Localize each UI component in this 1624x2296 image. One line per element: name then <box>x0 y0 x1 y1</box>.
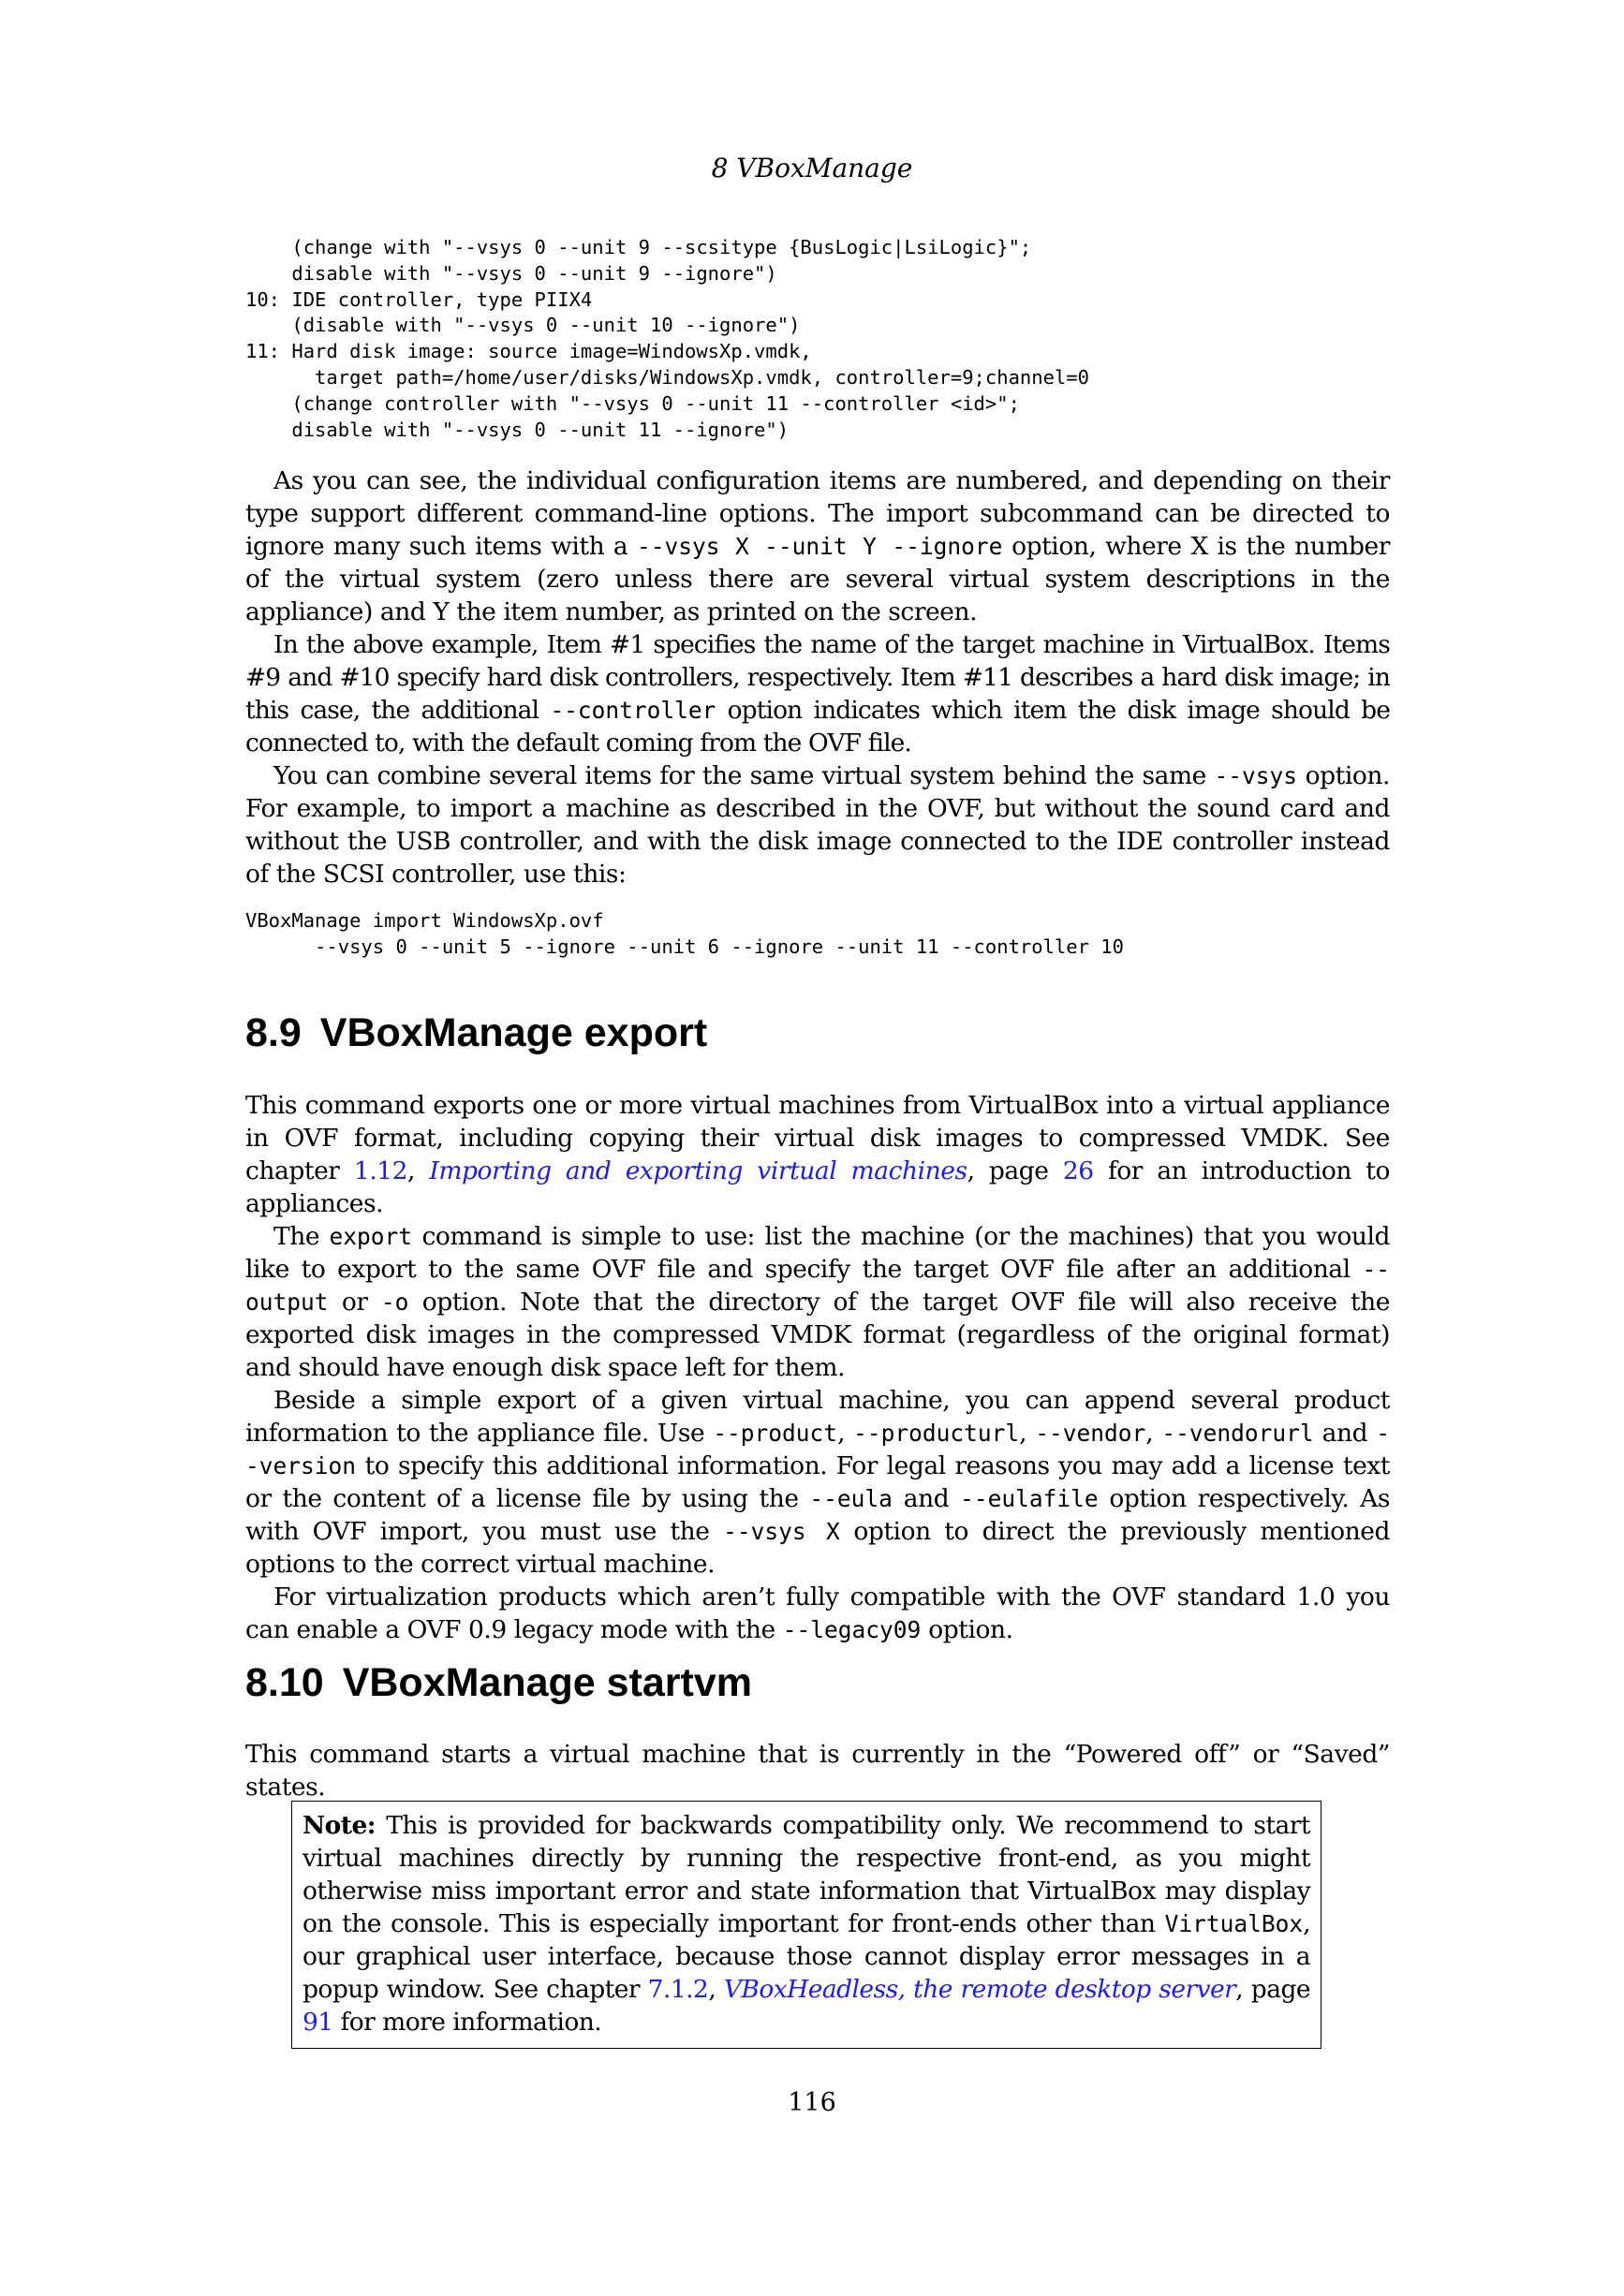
text: or <box>328 1288 381 1317</box>
inline-code: --product <box>713 1420 838 1447</box>
paragraph-export-legacy <box>245 1581 1390 1646</box>
section-number: 8.10 <box>245 1660 324 1705</box>
inline-code: --eulafile <box>960 1485 1099 1512</box>
text: option indicates which item the disk image should be connected to, with the default coming from the OVF file. <box>245 696 1391 758</box>
note-text <box>303 1809 1310 2038</box>
inline-code: --version <box>245 1420 1391 1479</box>
text: option. Note that the directory of the target OVF file will also receive the exported disk images in the compressed VMDK format (regardless of the original format) and should have enough disk space left for them. <box>245 1288 1390 1382</box>
link-chapter[interactable]: 1.12 <box>353 1156 408 1185</box>
text: , <box>837 1419 854 1448</box>
inline-code: -o <box>380 1288 409 1316</box>
text: In the above example, Item #1 specifies the name of the target machine in VirtualBox. Items #9 and #10 specify hard disk controllers, respectively. Item #11 describes a hard disk image; in this case, the additional <box>245 630 1390 725</box>
section-title <box>245 1010 1390 1056</box>
text: , page <box>1235 1975 1310 2004</box>
text: to specify this additional information. For legal reasons you may add a license text or the content of a license file by using the <box>245 1451 1390 1513</box>
inline-code: VirtualBox <box>1164 1910 1304 1937</box>
inline-code: --output <box>245 1256 1390 1316</box>
inline-code: --controller <box>550 697 716 724</box>
paragraph-export-product-info <box>245 1384 1390 1581</box>
text: command is simple to use: list the machine (or the machines) that you would like to export to the same OVF file and specify the target OVF file after an additional <box>245 1222 1390 1284</box>
text: for more information. <box>332 2008 602 2037</box>
inline-code: export <box>329 1223 413 1250</box>
code-block: VBoxManage import WindowsXp.ovf --vsys 0 --unit 5 --ignore --unit 6 --ignore --unit 11 --controller 10 <box>245 909 1124 958</box>
paragraph-items-numbered <box>245 464 1390 628</box>
link-page[interactable]: 26 <box>1062 1156 1094 1185</box>
text: option to direct the previously mentioned options to the correct virtual machine. <box>245 1517 1390 1579</box>
paragraph-startvm: This command starts a virtual machine that is currently in the “Powered off” or “Saved” states. <box>245 1740 1390 1802</box>
text: , <box>1019 1419 1036 1448</box>
link-chapter-title[interactable]: Importing and exporting virtual machines <box>429 1156 967 1185</box>
text: As you can see, the individual configuration items are numbered, and depending on their type support different command-line options. The import subcommand can be directed to ignore many such items with a <box>245 466 1390 561</box>
note-box <box>291 1801 1321 2049</box>
inline-code: --producturl <box>853 1420 1020 1447</box>
section-heading-export <box>245 1010 1390 1056</box>
paragraph-combine-items <box>245 759 1390 890</box>
text: The <box>273 1222 330 1251</box>
paragraph-export-intro <box>245 1089 1390 1220</box>
section-name: VBoxManage export <box>319 1010 708 1055</box>
body-text-import <box>245 464 1390 890</box>
paragraph-export-usage <box>245 1220 1390 1384</box>
paragraph-example <box>245 628 1390 759</box>
section-title <box>245 1660 1390 1706</box>
page-number: 116 <box>788 2088 836 2117</box>
text: This is provided for backwards compatibility only. We recommend to start virtual machines directly by running the respective front-end, as you might otherwise miss important error and state information that VirtualBox may display on the console. This is especially important for front-ends other than <box>303 1811 1310 1938</box>
inline-code: --vsys X --unit Y --ignore <box>636 533 1003 560</box>
inline-code: --vsys <box>1214 762 1298 789</box>
text: option. <box>921 1615 1013 1644</box>
inline-code: --vendor <box>1035 1420 1146 1447</box>
text: for an introduction to appliances. <box>245 1156 1391 1218</box>
running-header: 8 VBoxManage <box>711 153 913 184</box>
inline-code: --eula <box>809 1485 893 1512</box>
text: , page <box>967 1156 1063 1185</box>
text: , <box>407 1156 430 1185</box>
code-listing-import-command <box>245 908 1390 961</box>
text: and <box>892 1484 961 1513</box>
link-chapter-title[interactable]: VBoxHeadless, the remote desktop server <box>723 1975 1236 2004</box>
text: option, where X is the number of the virtual system (zero unless there are several virtual system descriptions in the appliance) and Y the item number, as printed on the screen. <box>245 532 1390 626</box>
body-text-export <box>245 1089 1390 1646</box>
link-page[interactable]: 91 <box>303 2008 333 2037</box>
text: , <box>708 1975 724 2004</box>
inline-code: --vendorurl <box>1161 1420 1314 1447</box>
text: option. For example, to import a machine as described in the OVF, but without the sound card and without the USB controller, and with the disk image connected to the IDE controller instead of the SCSI controller, use this: <box>245 761 1390 889</box>
note-label: Note: <box>303 1811 376 1840</box>
section-name: VBoxManage startvm <box>342 1660 753 1705</box>
section-heading-startvm <box>245 1660 1390 1706</box>
code-listing-import-output <box>245 235 1390 443</box>
body-text-startvm <box>245 1738 1390 1803</box>
text: Beside a simple export of a given virtual machine, you can append several product information to the appliance file. Use <box>245 1386 1390 1448</box>
text: and <box>1313 1419 1377 1448</box>
text: , our graphical user interface, because those cannot display error messages in a popup window. See chapter <box>303 1909 1310 2004</box>
section-number: 8.9 <box>245 1010 302 1055</box>
text: This command exports one or more virtual machines from VirtualBox into a virtual appliance in OVF format, including copying their virtual disk images to compressed VMDK. See chapter <box>245 1091 1390 1185</box>
link-chapter[interactable]: 7.1.2 <box>647 1975 709 2004</box>
text: You can combine several items for the same virtual system behind the same <box>273 761 1215 790</box>
text: option respectively. As with OVF import, you must use the <box>245 1484 1390 1546</box>
code-block: (change with "--vsys 0 --unit 9 --scsitype {BusLogic|LsiLogic}"; disable with "--vsys 0 --unit 9 --ignore") 10: IDE controller, type PIIX4 (disable with "--vsys 0 --unit 10 --ignore") 11: Hard disk image: source image=WindowsXp.vmdk, target path=/home/user/disks/WindowsXp.vmdk, controller=9;channel=0 (change controller with "--vsys 0 --unit 11 --controller <id>"; disable with "--vsys 0 --unit 11 --ignore") <box>245 236 1089 441</box>
inline-code: --vsys X <box>723 1518 840 1545</box>
text: , <box>1145 1419 1162 1448</box>
text: For virtualization products which aren’t fully compatible with the OVF standard 1.0 you can enable a OVF 0.9 legacy mode with the <box>245 1582 1390 1644</box>
inline-code: --legacy09 <box>782 1616 922 1643</box>
